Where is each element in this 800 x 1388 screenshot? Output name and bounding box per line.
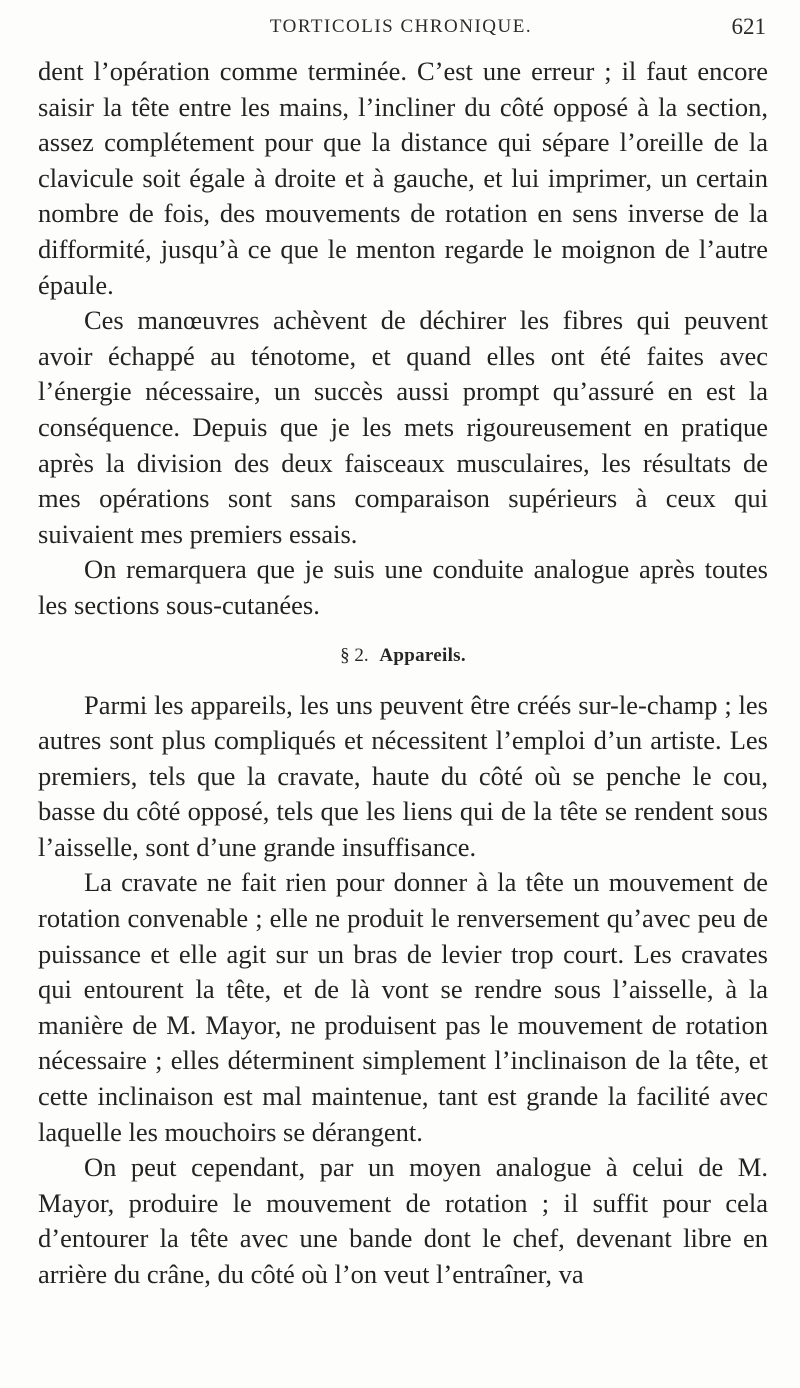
page-number: 621 [731, 14, 766, 39]
section-title: Appareils. [379, 644, 466, 666]
paragraph-continuation: dent l’opération comme terminée. C’est une erreur ; il faut encore saisir la tête entre les mains, l’incliner du côté opposé à la section, assez complétement pour que la distance qui sépare l’oreille de la clavicule soit égale à droite et à gauche, et lui imprimer, un certain nombre de fois, des mouvements de rotation en sens inverse de la difformité, jusqu’à ce que le menton regarde le moignon de l’autre épaule. [38, 56, 768, 300]
paragraph: On peut cependant, par un moyen analogue à celui de M. Mayor, produire le mouvement de rotation ; il suffit pour cela d’entourer la tête avec une bande dont le chef, devenant libre en arrière du crâne, du côté où l’on veut l’entraîner, va [38, 1152, 768, 1289]
running-head [36, 12, 766, 46]
running-title: TORTICOLIS CHRONIQUE. [269, 16, 533, 37]
section-number: § 2. [340, 644, 369, 666]
paragraph: Parmi les appareils, les uns peuvent être créés sur-le-champ ; les autres sont plus compliqués et nécessitent l’emploi d’un artiste. Les premiers, tels que la cravate, haute du côté où se penche le cou, basse du côté opposé, tels que les liens qui de la tête se rendent sous l’aisselle, sont d’une grande insuffisance. [38, 689, 768, 862]
section-heading [38, 642, 768, 670]
paragraph: Ces manœuvres achèvent de déchirer les fibres qui peuvent avoir échappé au ténotome, et quand elles ont été faites avec l’énergie nécessaire, un succès aussi prompt qu’assuré en est la conséquence. Depuis que je les mets rigoureusement en pratique après la division des deux faisceaux musculaires, les résultats de mes opérations sont sans comparaison supérieurs à ceux qui suivaient mes premiers essais. [38, 305, 768, 549]
paragraph: On remarquera que je suis une conduite analogue après toutes les sections sous-cutanées. [38, 554, 768, 620]
paragraph: La cravate ne fait rien pour donner à la tête un mouvement de rotation convenable ; elle ne produit le renversement qu’avec peu de puissance et elle agit sur un bras de levier trop court. Les cravates qui entourent la tête, et de là vont se rendre sous l’aisselle, à la manière de M. Mayor, ne produisent pas le mouvement de rotation nécessaire ; elles déterminent simplement l’inclinaison de la tête, et cette inclinaison est mal maintenue, tant est grande la facilité avec laquelle les mouchoirs se dérangent. [38, 867, 768, 1147]
body-text [38, 54, 768, 1293]
